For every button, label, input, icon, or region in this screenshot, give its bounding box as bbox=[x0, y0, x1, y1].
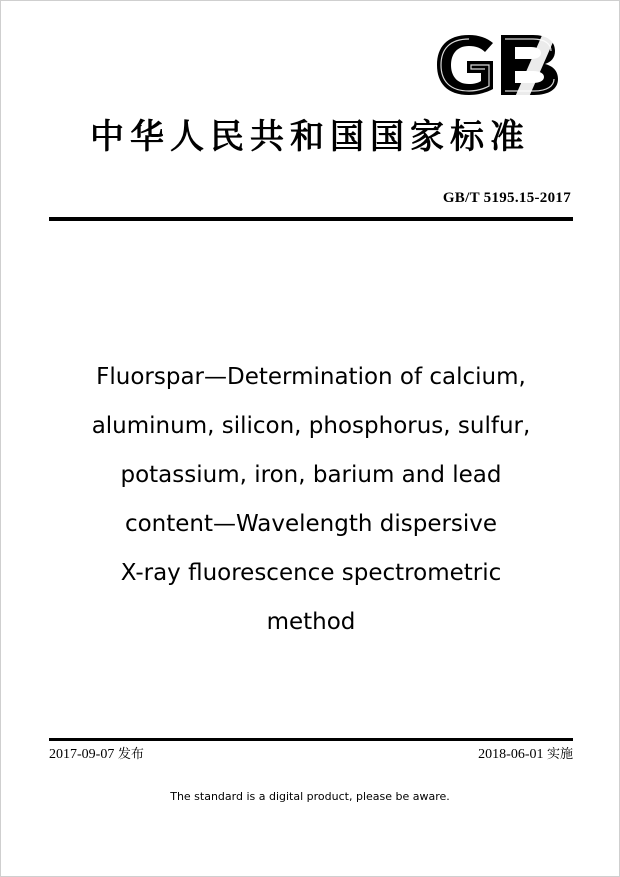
implement-date-value: 2018-06-01 bbox=[478, 747, 544, 762]
issue-date bbox=[49, 743, 144, 763]
implement-date-label: 实施 bbox=[546, 747, 573, 762]
digital-product-notice: The standard is a digital product, please be aware. bbox=[170, 790, 450, 803]
header-divider bbox=[49, 217, 573, 221]
date-row bbox=[49, 743, 573, 763]
footer-divider bbox=[49, 738, 573, 741]
english-title-line: potassium, iron, barium and lead bbox=[120, 462, 502, 488]
implement-date bbox=[478, 743, 573, 763]
issue-date-value: 2017-09-07 bbox=[49, 747, 115, 762]
english-title-line: Fluorspar—Determination of calcium, bbox=[96, 364, 526, 390]
english-title-line: aluminum, silicon, phosphorus, sulfur, bbox=[91, 413, 531, 439]
issue-date-label: 发布 bbox=[117, 747, 144, 762]
page-title: 中华人民共和国国家标准 bbox=[90, 117, 530, 157]
gb-logo-icon bbox=[431, 31, 571, 99]
english-title-line: X-ray fluorescence spectrometric bbox=[120, 560, 502, 586]
english-title-line: method bbox=[266, 609, 356, 635]
english-title-line: content—Wavelength dispersive bbox=[124, 511, 498, 537]
standard-number: GB/T 5195.15-2017 bbox=[442, 190, 571, 206]
english-title bbox=[61, 353, 561, 647]
